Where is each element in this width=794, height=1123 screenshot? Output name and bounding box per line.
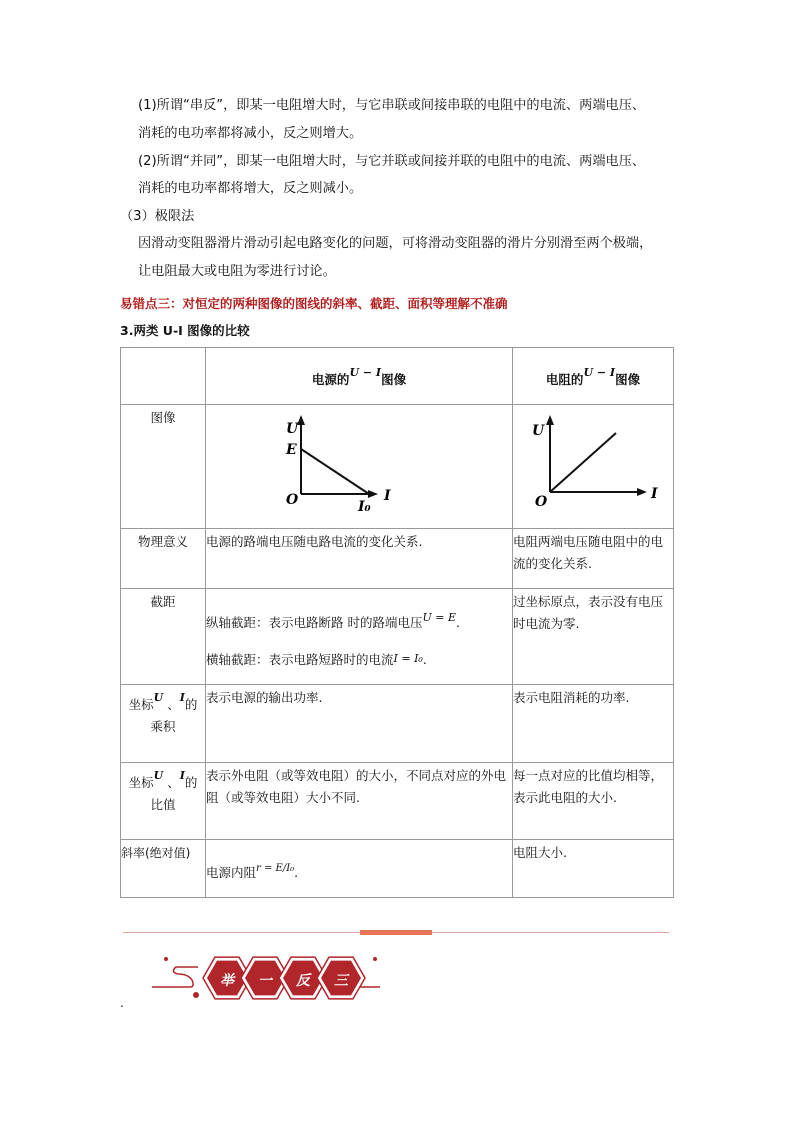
cell-text: 横轴截距：表示电路短路时的电流 xyxy=(206,652,394,667)
cell: 表示外电阻（或等效电阻）的大小，不同点对应的外电阻（或等效电阻）大小不同. xyxy=(206,763,513,840)
math: I xyxy=(179,691,185,704)
row-label: 的 xyxy=(184,697,198,712)
paragraph: 消耗的电功率都将增大，反之则减小。 xyxy=(138,181,363,196)
math: I = I₀ xyxy=(393,652,423,665)
paragraph: (1)所谓“串反”，即某一电阻增大时，与它串联或间接串联的电阻中的电流、两端电压、 xyxy=(138,98,646,113)
math: U xyxy=(153,691,164,704)
cell-text: 电源内阻 xyxy=(206,865,257,880)
table-row xyxy=(121,685,674,763)
paragraph: 让电阻最大或电阻为零进行讨论。 xyxy=(138,264,336,279)
cell-text: 纵轴截距：表示电路断路 时的路端电压 xyxy=(206,615,423,630)
row-label: 截距 xyxy=(121,589,206,685)
table-row xyxy=(121,529,674,589)
resistor-line xyxy=(550,433,616,492)
row-label: 图像 xyxy=(121,405,206,529)
cell: 过坐标原点，表示没有电压时电流为零. xyxy=(513,589,674,685)
math: U xyxy=(153,769,164,782)
banner-char: 一 xyxy=(258,973,272,989)
table-row: 截距 纵轴截距：表示电路断路 时的路端电压U = E. 横轴截距：表示电路短路时的电流I = I₀. 过坐标原点，表示没有电压时电流为零. xyxy=(121,589,674,685)
row-label: 坐标 xyxy=(128,775,154,790)
paragraph: (2)所谓“并同”，即某一电阻增大时，与它并联或间接并联的电阻中的电流、两端电压、 xyxy=(138,154,646,169)
math: U = E xyxy=(422,611,456,624)
header-text: 图像 xyxy=(615,371,641,387)
bullet-dot: . xyxy=(120,996,124,1010)
subheading: （3）极限法 xyxy=(120,209,195,224)
axis-label: U xyxy=(532,423,545,439)
axis-label: I xyxy=(384,488,391,504)
banner-ju-yi-fan-san xyxy=(130,950,430,1010)
cell: 表示电阻消耗的功率. xyxy=(513,685,674,763)
axis-label: I₀ xyxy=(358,499,371,515)
axis-label: O xyxy=(535,494,548,510)
arrow-icon xyxy=(546,415,554,425)
math: U − I xyxy=(583,365,616,379)
math: r = E/I₀ xyxy=(256,863,295,874)
row-label: 的 xyxy=(184,775,198,790)
cell: 表示电源的输出功率. xyxy=(206,685,513,763)
resistor-ui-graph xyxy=(513,407,673,519)
divider-accent xyxy=(360,930,432,935)
axis-label: E xyxy=(286,442,297,458)
arrow-icon xyxy=(368,490,378,498)
header-text: 电源的 xyxy=(311,371,350,387)
row-label: 比值 xyxy=(150,797,176,812)
table-row xyxy=(121,763,674,840)
row-label: 物理意义 xyxy=(121,529,206,589)
arrow-icon xyxy=(637,488,647,496)
cell: 电源的路端电压随电路电流的变化关系. xyxy=(206,529,513,589)
paragraph: 消耗的电功率都将减小，反之则增大。 xyxy=(138,126,363,141)
source-ui-graph xyxy=(206,407,512,519)
row-label: 、 xyxy=(167,697,180,712)
banner-char: 反 xyxy=(296,973,310,989)
source-line xyxy=(301,449,369,494)
row-label: 乘积 xyxy=(150,719,176,734)
section-heading: 3.两类 U-I 图像的比较 xyxy=(120,323,250,338)
cell: 电阻两端电压随电阻中的电流的变化关系. xyxy=(513,529,674,589)
header-text: 图像 xyxy=(381,371,407,387)
banner-char: 三 xyxy=(334,973,348,989)
table-header-row xyxy=(121,348,674,405)
row-label: 坐标 xyxy=(128,697,154,712)
row-label: 斜率(绝对值) xyxy=(121,840,206,898)
cell: 每一点对应的比值均相等，表示此电阻的大小. xyxy=(513,763,674,840)
math: U − I xyxy=(349,365,382,379)
axis-label: I xyxy=(651,486,658,502)
axis-label: O xyxy=(286,492,299,508)
comparison-table xyxy=(120,347,674,898)
cloud-ornament-left xyxy=(152,967,198,987)
error-heading: 易错点三：对恒定的两种图像的图线的斜率、截距、面积等理解不准确 xyxy=(120,296,508,311)
cell: 电阻大小. xyxy=(513,840,674,898)
math: I xyxy=(179,769,185,782)
table-row xyxy=(121,405,674,529)
paragraph: 因滑动变阻器滑片滑动引起电路变化的问题，可将滑动变阻器的滑片分别滑至两个极端， xyxy=(138,236,653,251)
header-text: 电阻的 xyxy=(545,371,584,387)
table-row: 斜率(绝对值) 电源内阻$^{r = E/I_0}$. 电阻大小. xyxy=(121,840,674,898)
banner-char: 举 xyxy=(220,973,234,989)
row-label: 、 xyxy=(167,775,180,790)
axis-label: U xyxy=(286,421,299,437)
